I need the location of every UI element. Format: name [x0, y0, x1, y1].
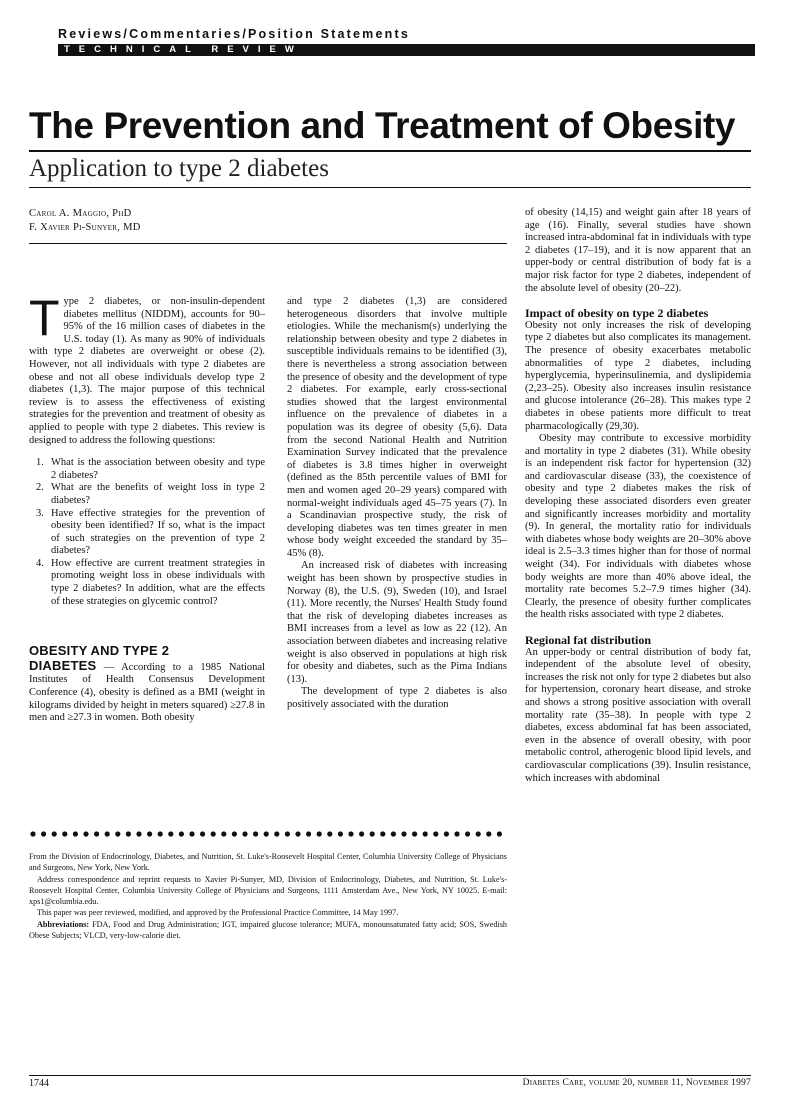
list-number: 4. — [36, 557, 44, 569]
separator-dot — [306, 831, 311, 836]
subtitle-divider — [29, 187, 751, 188]
article-title: The Prevention and Treatment of Obesity — [29, 105, 736, 146]
author-name: Carol A. Maggio, PhD — [29, 208, 132, 219]
separator-dot — [370, 831, 375, 836]
paragraph: and type 2 diabetes (1,3) are considered heterogeneous disorders that involve multiple etiologies. While the mechanism(s) underlying the relationship between obesity and type 2 diabetes in susceptible individuals remains to be identified (3), there is nevertheless a strong association between the presence of obesity and the development of type 2 diabetes. For example, early cross-sectional studies showed that the largest environmental influence on the prevalence of diabetes in a population was its degree of obesity (5,6). Data from the second National Health and Nutrition Examination Survey indicated that the prevalence of diabetes is 3.8 times higher in overweight (defined as the 85th percentile values of BMI for men and women aged 20–29 years) compared with normal-weight individuals aged 45–75 years (7). In a Scandinavian prospective study, the risk of developing diabetes was ten times greater in men whose body weight exceeded the standard by 35–45% (8). — [287, 296, 507, 559]
body-column-2 — [287, 296, 507, 712]
section-text: According to a 1985 National Institutes of Health Consensus Development Conference (4), obesity is defined as a BMI (weight in kilograms divided by height in meters squared) ≥27.8 in men and ≥27.3 in women. Both obesity — [29, 661, 265, 724]
intro-paragraph — [29, 290, 265, 447]
paragraph: Obesity may contribute to excessive morbidity and mortality in type 2 diabetes (31). While obesity is an independent risk factor for hypertension (32) and cardiovascular disease (33), the coexistence of obesity and type 2 diabetes makes the risk of developing these associated disorders even greater and significantly increases morbidity and mortality (9). In general, the mortality ratio for individuals with diabetes whose body weights are 20–30% above ideal is 2.5–3.3 times higher than for those of normal weight (34). For individuals with diabetes whose body weights are more than 40% above ideal, the mortality rate becomes 5.2–7.9 times higher (34). Clearly, the presence of obesity further complicates the health risks associated with type 2 diabetes. — [525, 433, 751, 621]
separator-dot — [295, 831, 300, 836]
journal-citation: Diabetes Care, volume 20, number 11, November 1997 — [522, 1078, 751, 1088]
technical-review-label: TECHNICAL REVIEW — [64, 44, 303, 55]
separator-dot — [41, 831, 46, 836]
list-text: What is the association between obesity and type 2 diabetes? — [51, 457, 265, 481]
review-note: This paper was peer reviewed, modified, and approved by the Professional Practice Committee, 14 May 1997. — [37, 908, 399, 918]
separator-dot — [391, 831, 396, 836]
footer-divider — [29, 1075, 751, 1076]
separator-dot — [465, 831, 470, 836]
separator-dot — [83, 831, 88, 836]
author-divider — [29, 243, 507, 244]
separator-dot — [454, 831, 459, 836]
paragraph: An upper-body or central distribution of body fat, independent of the absolute level of obesity, increases the risk not only for type 2 diabetes but also for hypertension, coronary heart disease, and stroke and shows a strong positive association with overall mortality rate (35–38). In people with type 2 diabetes, excess abdominal fat has been associated, even in the absence of overall obesity, with poor metabolic control, atherogenic blood lipid levels, and cardiovascular complications (39). Insulin resistance, which increases with abdominal — [525, 646, 751, 784]
separator-dot — [232, 831, 237, 836]
separator-dot — [147, 831, 152, 836]
list-text: What are the benefits of weight loss in type 2 diabetes? — [51, 482, 265, 506]
separator-dot — [115, 831, 120, 836]
paragraph: of obesity (14,15) and weight gain after 18 years of age (16). Finally, several studies have shown increased intra-abdominal fat in individuals with type 2 diabetes (17–19), and it is now apparent that an upper-body or central distribution of body fat is a major risk factor for type 2 diabetes, independent of the absolute level of obesity (20–22). — [525, 207, 751, 294]
separator-dot — [253, 831, 258, 836]
separator-dot — [73, 831, 78, 836]
separator-dot — [476, 831, 481, 836]
separator-dot — [126, 831, 131, 836]
footnote — [29, 851, 507, 941]
separator-dot — [338, 831, 343, 836]
list-text: How effective are current treatment strategies in promoting weight loss in obese individuals with type 2 diabetes? In addition, what are the effects of these strategies on glycemic control? — [51, 557, 265, 607]
author-list — [29, 207, 141, 235]
intro-text: ype 2 diabetes, or non-insulin-dependent diabetes mellitus (NIDDM), accounts for 90–95% of the 16 million cases of diabetes in the U.S. today (1). As many as 90% of individuals with type 2 diabetes are overweight or obese (2). However, not all individuals with type 2 diabetes are obese and not all obese individuals develop type 2 diabetes (1,3). The major purpose of this technical review is to assess the effectiveness of existing strategies for the prevention and treatment of obesity as applied to people with type 2 diabetes. This review is designed to address the following questions: — [29, 296, 265, 446]
separator-dot — [158, 831, 163, 836]
list-number: 3. — [36, 507, 44, 519]
abbreviations-note — [29, 919, 507, 942]
separator-dot — [359, 831, 364, 836]
list-item — [29, 457, 265, 482]
separator-dot — [94, 831, 99, 836]
subsection-heading: Regional fat distribution — [525, 633, 652, 647]
paragraph: Obesity not only increases the risk of developing type 2 diabetes but also complicates its management. The presence of obesity exacerbates metabolic abnormalities of type 2 diabetes, including hyperglycemia, hyperinsulinemia, and dyslipidemia (2,23–25). Obesity also increases insulin resistance and glucose intolerance (26–28). This makes type 2 diabetes in obese patients more difficult to treat pharmacologically (29,30). — [525, 319, 751, 432]
separator-dot — [264, 831, 269, 836]
separator-dot — [380, 831, 385, 836]
list-text: Have effective strategies for the prevention of obesity been identified? If so, what is the impact of such strategies on the prevention of type 2 diabetes? — [51, 507, 265, 557]
abbreviations-text: FDA, Food and Drug Administration; IGT, impaired glucose tolerance; MUFA, monounsaturated fatty acid; SOS, Swedish Obese Subjects; VLCD, very-low-calorie diet. — [29, 919, 507, 941]
page-number: 1744 — [29, 1078, 49, 1089]
list-item — [29, 482, 265, 507]
affiliation-note: From the Division of Endocrinology, Diabetes, and Nutrition, St. Luke's-Roosevelt Hospital Center, Columbia University College of Physicians and Surgeons, New York, New York. — [29, 852, 507, 873]
separator-dot — [327, 831, 332, 836]
paragraph: The development of type 2 diabetes is also positively associated with the duration — [287, 686, 507, 710]
separator-dot — [412, 831, 417, 836]
list-item — [29, 558, 265, 608]
body-column-1 — [29, 290, 265, 725]
heading-dash: — — [96, 661, 122, 673]
separator-dot — [221, 831, 226, 836]
author-name: F. Xavier Pi-Sunyer, MD — [29, 222, 141, 233]
abbreviations-label: Abbreviations: — [37, 919, 90, 929]
technical-review-banner — [58, 44, 755, 56]
drop-cap: T — [29, 290, 60, 346]
question-list — [29, 457, 265, 608]
article-subtitle: Application to type 2 diabetes — [29, 155, 329, 182]
dot-separator — [29, 830, 507, 838]
section-label: Reviews/Commentaries/Position Statements — [58, 27, 410, 41]
separator-dot — [497, 831, 502, 836]
section-heading: OBESITY AND TYPE 2 — [29, 643, 170, 659]
separator-dot — [62, 831, 67, 836]
separator-dot — [105, 831, 110, 836]
body-column-3 — [525, 207, 751, 785]
separator-dot — [401, 831, 406, 836]
obesity-section — [29, 645, 265, 725]
separator-dot — [433, 831, 438, 836]
paragraph: An increased risk of diabetes with increasing weight has been shown by prospective studies in Norway (8), the U.S. (9), Sweden (10), and Israel (11). More recently, the Nurses' Health Study found that the risk of developing diabetes increases as BMI increases from a level as low as 22 (12). An association between diabetes and increasing relative weight is also observed in populations at high risk for obesity and diabetes, such as the Pima Indians (13). — [287, 560, 507, 685]
separator-dot — [444, 831, 449, 836]
separator-dot — [285, 831, 290, 836]
separator-dot — [486, 831, 491, 836]
separator-dot — [423, 831, 428, 836]
list-number: 2. — [36, 482, 44, 494]
separator-dot — [136, 831, 141, 836]
separator-dot — [317, 831, 322, 836]
separator-dot — [348, 831, 353, 836]
title-divider — [29, 150, 751, 152]
separator-dot — [200, 831, 205, 836]
separator-dot — [242, 831, 247, 836]
separator-dot — [189, 831, 194, 836]
separator-dot — [168, 831, 173, 836]
subsection-heading: Impact of obesity on type 2 diabetes — [525, 306, 709, 321]
separator-dot — [30, 831, 35, 836]
separator-dot — [179, 831, 184, 836]
separator-dot — [211, 831, 216, 836]
list-item — [29, 508, 265, 558]
correspondence-note: Address correspondence and reprint requests to Xavier Pi-Sunyer, MD, Division of Endocrinology, Diabetes, and Nutrition, St. Luke's-Roosevelt Hospital Center, Columbia University College of Physicians and Surgeons, 1111 Amsterdam Ave., New York, NY 10025. E-mail: xps1@columbia.edu. — [29, 874, 507, 907]
separator-dot — [274, 831, 279, 836]
section-heading-cont: DIABETES — [29, 657, 97, 673]
separator-dot — [52, 831, 57, 836]
list-number: 1. — [36, 457, 44, 469]
